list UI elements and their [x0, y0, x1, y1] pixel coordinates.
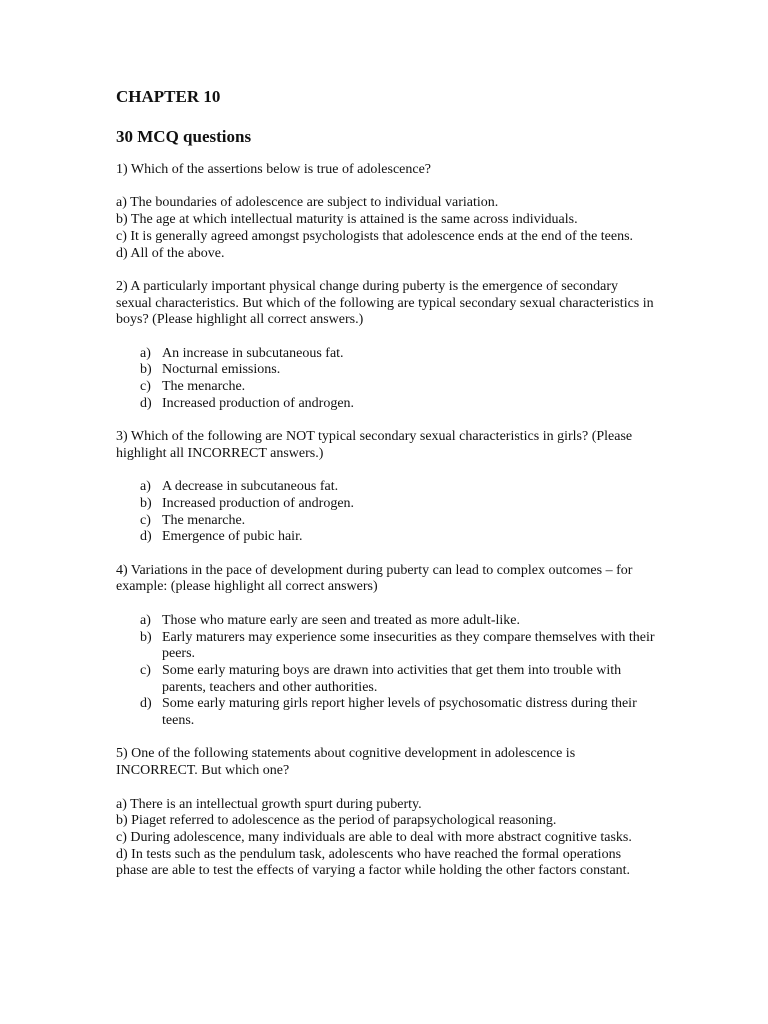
- option-text: Early maturers may experience some insecurities as they compare themselves with their peers.: [162, 629, 655, 662]
- option-label: d): [140, 529, 152, 545]
- answer-option: c) During adolescence, many individuals are able to deal with more abstract cognitive tasks.: [116, 829, 632, 845]
- answer-option: d) All of the above.: [116, 245, 225, 261]
- question-stem: 2) A particularly important physical change during puberty is the emergence of secondary sexual characteristics. But which of the following are typical secondary sexual characteristics in boys? (Please highlight all correct answers.): [116, 278, 654, 328]
- answer-option: a) There is an intellectual growth spurt during puberty.: [116, 796, 422, 812]
- option-text: Increased production of androgen.: [162, 395, 355, 411]
- option-label: c): [140, 512, 151, 528]
- option-label: d): [140, 696, 152, 712]
- document-page: [116, 86, 656, 880]
- option-label: a): [140, 612, 151, 628]
- answer-option: [140, 696, 656, 729]
- option-text: Emergence of pubic hair.: [162, 529, 303, 545]
- answer-option: d) In tests such as the pendulum task, adolescents who have reached the formal operations phase are able to test the effects of varying a factor while holding the other factors constant.: [116, 846, 631, 879]
- option-text: An increase in subcutaneous fat.: [162, 345, 344, 361]
- question-4: [116, 563, 656, 730]
- option-text: Increased production of androgen.: [162, 495, 355, 511]
- chapter-heading: CHAPTER 10: [116, 87, 221, 106]
- question-2: [116, 279, 656, 413]
- option-label: c): [140, 662, 151, 678]
- answer-option: b) Piaget referred to adolescence as the period of parapsychological reasoning.: [116, 813, 557, 829]
- option-label: b): [140, 495, 152, 511]
- answer-option: [140, 379, 656, 396]
- answer-option: [140, 396, 656, 413]
- answer-option: [140, 630, 656, 663]
- answer-option: [140, 513, 656, 530]
- answer-options: [116, 797, 656, 881]
- question-3: [116, 429, 656, 546]
- answer-options: [116, 479, 656, 546]
- option-label: b): [140, 629, 152, 645]
- answer-option: [140, 613, 656, 630]
- option-text: Some early maturing boys are drawn into activities that get them into trouble with parents, teachers and other authorities.: [162, 662, 622, 695]
- question-stem: 5) One of the following statements about cognitive development in adolescence is INCORRECT. But which one?: [116, 746, 576, 779]
- answer-option: c) It is generally agreed amongst psychologists that adolescence ends at the end of the teens.: [116, 228, 634, 244]
- option-label: a): [140, 479, 151, 495]
- answer-option: [140, 346, 656, 363]
- option-label: d): [140, 395, 152, 411]
- answer-option: [140, 362, 656, 379]
- answer-option: [140, 479, 656, 496]
- option-text: Some early maturing girls report higher levels of psychosomatic distress during their teens.: [162, 696, 637, 729]
- question-1: [116, 162, 656, 262]
- answer-option: [140, 496, 656, 513]
- answer-options: [116, 613, 656, 730]
- option-text: Nocturnal emissions.: [162, 362, 281, 378]
- answer-option: [140, 529, 656, 546]
- option-text: The menarche.: [162, 512, 246, 528]
- answer-option: b) The age at which intellectual maturity is attained is the same across individuals.: [116, 212, 578, 228]
- section-subtitle: 30 MCQ questions: [116, 127, 252, 146]
- option-text: The menarche.: [162, 379, 246, 395]
- answer-options: [116, 346, 656, 413]
- option-text: A decrease in subcutaneous fat.: [162, 479, 339, 495]
- option-label: c): [140, 379, 151, 395]
- option-label: a): [140, 345, 151, 361]
- question-5: [116, 746, 656, 880]
- question-stem: 1) Which of the assertions below is true of adolescence?: [116, 162, 432, 177]
- answer-options: [116, 195, 656, 262]
- question-stem: 3) Which of the following are NOT typical secondary sexual characteristics in girls? (Please highlight all INCORRECT answers.): [116, 429, 633, 461]
- question-stem: 4) Variations in the pace of development during puberty can lead to complex outcomes – for example: (please highlight all correct answers): [116, 562, 633, 595]
- answer-option: a) The boundaries of adolescence are subject to individual variation.: [116, 195, 499, 211]
- answer-option: [140, 663, 656, 696]
- option-text: Those who mature early are seen and treated as more adult-like.: [162, 612, 521, 628]
- option-label: b): [140, 362, 152, 378]
